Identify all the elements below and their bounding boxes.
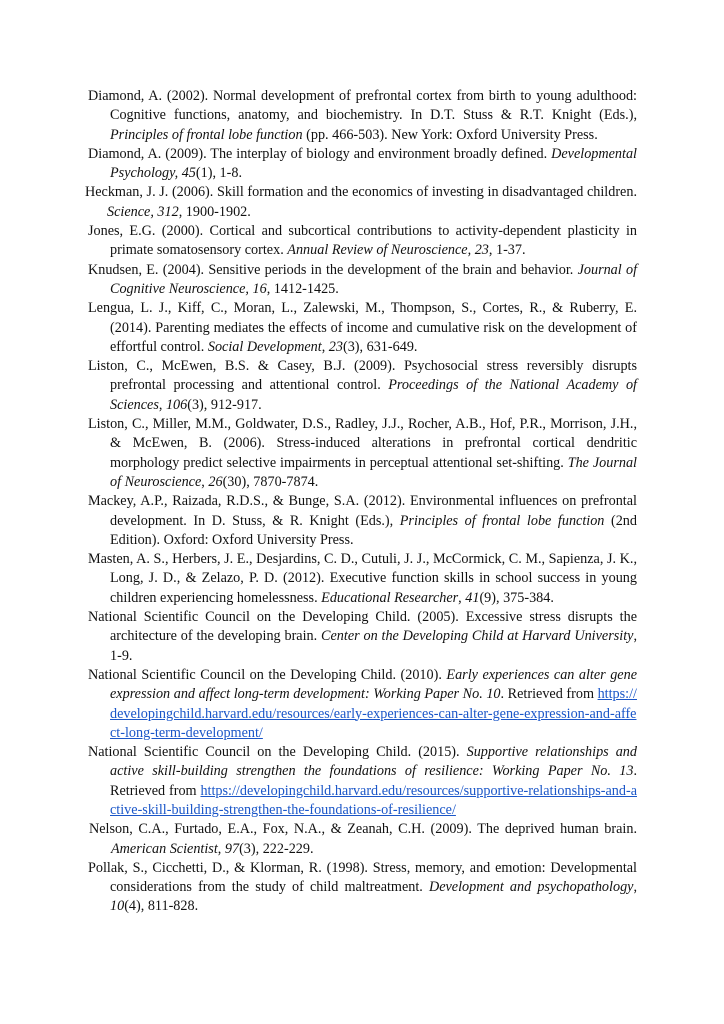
- reference-italic-text: Journal of Cognitive Neuroscience, 16: [110, 261, 638, 297]
- reference-italic-text: 10: [110, 898, 125, 915]
- reference-entry-diamond-2009: [88, 145, 637, 184]
- reference-entry-heckman-2006: [85, 183, 637, 222]
- reference-italic-text: Educational Researcher: [321, 589, 459, 606]
- reference-italic-text: 97: [224, 840, 240, 857]
- reference-text: , 1-9.: [110, 628, 637, 664]
- reference-entry-nscdc-2015: [88, 743, 637, 820]
- reference-entry-liston-2009: [88, 357, 637, 415]
- reference-url-link[interactable]: https://developingchild.harvard.edu/resources/supportive-relationships-and-active-skill-building-strengthen-the-foundations-of-resilience/: [110, 782, 637, 818]
- reference-text: Knudsen, E. (2004). Sensitive periods in the development of the brain and behavior.: [88, 261, 578, 278]
- reference-text: (3), 222-229.: [239, 840, 314, 857]
- reference-entry-nscdc-2005: [88, 608, 637, 666]
- reference-entry-masten-2012: [88, 550, 637, 608]
- reference-text: Liston, C., McEwen, B.S. & Casey, B.J. (2009). Psychosocial stress reversibly disrupts prefrontal processing and attentional control.: [88, 358, 637, 394]
- reference-text: Pollak, S., Cicchetti, D., & Klorman, R. (1998). Stress, memory, and emotion: Developmental considerations from the study of child maltreatment.: [88, 859, 637, 896]
- reference-italic-text: Center on the Developing Child at Harvard University: [321, 628, 634, 645]
- reference-italic-text: Proceedings of the National Academy of Sciences: [110, 377, 637, 413]
- reference-italic-text: Developmental Psychology, 45: [110, 145, 637, 182]
- reference-text: Nelson, C.A., Furtado, E.A., Fox, N.A., & Zeanah, C.H. (2009). The deprived human brain.: [89, 821, 637, 838]
- reference-text: ,: [458, 589, 466, 606]
- reference-entry-liston-2006: [88, 415, 637, 492]
- reference-text: Heckman, J. J. (2006). Skill formation and the economics of investing in disadvantaged children.: [85, 184, 637, 201]
- reference-italic-text: 26: [208, 473, 223, 490]
- reference-italic-text: The Journal of Neuroscience: [110, 454, 637, 490]
- reference-italic-text: 41: [465, 589, 480, 606]
- reference-text: ,: [633, 879, 638, 896]
- reference-italic-text: 23: [328, 338, 343, 355]
- reference-text: National Scientific Council on the Developing Child. (2010).: [88, 666, 447, 683]
- reference-text: Liston, C., Miller, M.M., Goldwater, D.S., Radley, J.J., Rocher, A.B., Hof, P.R., Morrison, J.H., & McEwen, B. (2006). Stress-induced alterations in prefrontal cortical dendritic morphology predict selective impairments in perceptual attentional set-shifting.: [88, 416, 637, 471]
- reference-italic-text: Annual Review of Neuroscience, 23: [287, 242, 489, 259]
- reference-list: [85, 87, 638, 917]
- reference-text: (30), 7870-7874.: [222, 473, 319, 490]
- reference-url-link[interactable]: https://developingchild.harvard.edu/resources/early-experiences-can-alter-gene-expression-and-affect-long-term-development/: [110, 686, 637, 741]
- reference-entry-mackey-2012: [88, 492, 637, 550]
- reference-text: . Retrieved from: [500, 686, 598, 703]
- reference-text: National Scientific Council on the Developing Child. (2005). Excessive stress disrupts the architecture of the developing brain.: [88, 609, 637, 645]
- reference-entry-diamond-2002: [88, 87, 637, 145]
- reference-text: Mackey, A.P., Raizada, R.D.S., & Bunge, S.A. (2012). Environmental influences on prefrontal development. In D. Stuss, & R. Knight (Eds.),: [88, 493, 637, 529]
- reference-entry-knudsen-2004: [88, 261, 637, 300]
- reference-italic-text: Development and psychopathology: [428, 879, 634, 896]
- reference-italic-text: Supportive relationships and active skill-building strengthen the foundations of resilience: Working Paper No. 13: [110, 744, 637, 780]
- reference-text: (1), 1-8.: [195, 165, 243, 182]
- reference-text: ,: [321, 338, 329, 355]
- reference-text: (3), 631-649.: [342, 338, 418, 355]
- reference-entry-nelson-2009: [89, 820, 637, 859]
- reference-entry-lengua-2014: [88, 299, 637, 357]
- reference-italic-text: Principles of frontal lobe function: [110, 126, 303, 143]
- reference-entry-jones-2000: [88, 222, 637, 261]
- reference-text: , 1412-1425.: [266, 280, 339, 297]
- reference-italic-text: Early experiences can alter gene expression and affect long-term development: Working Paper No. 10: [110, 666, 637, 703]
- reference-text: , 1900-1902.: [178, 203, 251, 220]
- reference-italic-text: Principles of frontal lobe function: [399, 512, 605, 529]
- reference-italic-text: Social Development: [207, 338, 322, 355]
- reference-text: (9), 375-384.: [479, 589, 554, 606]
- reference-text: (3), 912-917.: [187, 396, 262, 413]
- reference-text: ,: [217, 840, 225, 857]
- reference-text: (2nd Edition). Oxford: Oxford University Press.: [110, 512, 637, 548]
- reference-text: National Scientific Council on the Developing Child. (2015).: [88, 744, 467, 761]
- reference-text: Lengua, L. J., Kiff, C., Moran, L., Zalewski, M., Thompson, S., Cortes, R., & Ruberry, E. (2014). Parenting mediates the effects of income and cumulative risk on the development of effortful control.: [88, 300, 637, 355]
- reference-text: (pp. 466-503). New York: Oxford University Press.: [302, 126, 598, 143]
- reference-text: ,: [158, 396, 166, 413]
- reference-text: (4), 811-828.: [124, 898, 199, 915]
- reference-italic-text: Science, 312: [107, 203, 179, 220]
- reference-italic-text: American Scientist: [111, 840, 218, 857]
- reference-text: Diamond, A. (2002). Normal development of prefrontal cortex from birth to young adulthood: Cognitive functions, anatomy, and biochemistry. In D.T. Stuss & R.T. Knight (Eds.),: [88, 88, 637, 124]
- reference-text: Masten, A. S., Herbers, J. E., Desjardins, C. D., Cutuli, J. J., McCormick, C. M., Sapienza, J. K., Long, J. D., & Zelazo, P. D. (2012). Executive function skills in school success in young children experiencing homelessness.: [88, 551, 637, 606]
- reference-text: Diamond, A. (2009). The interplay of biology and environment broadly defined.: [88, 145, 552, 162]
- reference-entry-nscdc-2010: [88, 666, 637, 743]
- reference-entry-pollak-1998: [88, 859, 637, 917]
- reference-italic-text: 106: [165, 396, 188, 413]
- reference-text: Jones, E.G. (2000). Cortical and subcortical contributions to activity-dependent plasticity in primate somatosensory cortex.: [88, 223, 637, 259]
- reference-text: . Retrieved from: [110, 763, 637, 799]
- reference-text: ,: [201, 473, 209, 490]
- reference-text: , 1-37.: [488, 242, 526, 259]
